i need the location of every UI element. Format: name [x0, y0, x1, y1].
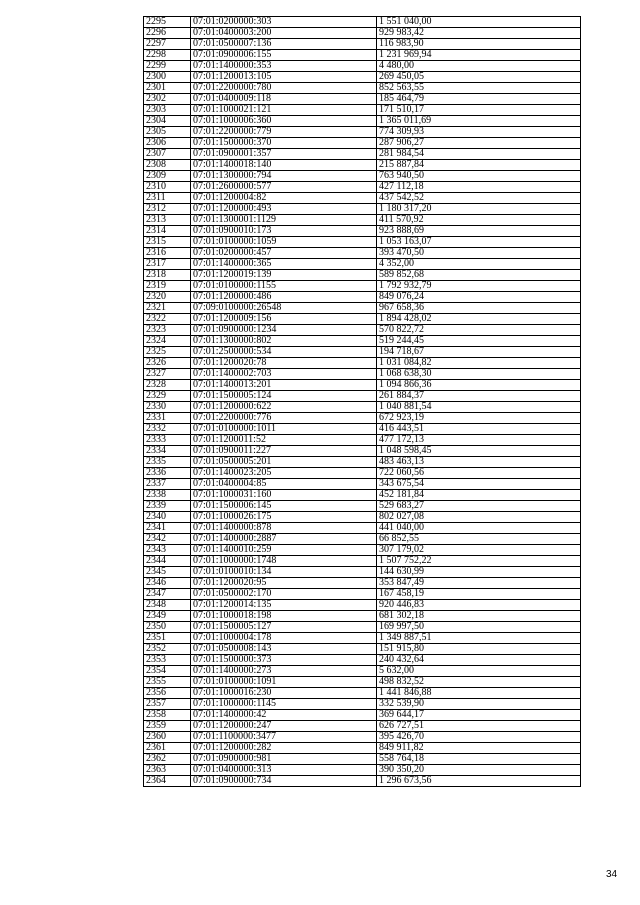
cadastral-value-cell: 1 894 428,02: [377, 314, 581, 325]
cadastral-value-cell: 395 426,70: [377, 732, 581, 743]
cadastral-value-cell: 411 570,92: [377, 215, 581, 226]
table-row: [144, 116, 581, 127]
cadastral-value-cell: 852 563,55: [377, 83, 581, 94]
cadastral-value-cell: 519 244,45: [377, 336, 581, 347]
table-row: [144, 424, 581, 435]
cadastral-number-cell: 07:01:2600000:577: [191, 182, 377, 193]
row-number-cell: 2305: [144, 127, 191, 138]
table-row: [144, 325, 581, 336]
table-row: [144, 28, 581, 39]
row-number-cell: 2299: [144, 61, 191, 72]
table-row: [144, 182, 581, 193]
table-row: [144, 171, 581, 182]
cadastral-number-cell: 07:01:0500002:170: [191, 589, 377, 600]
cadastral-value-cell: 1 068 638,30: [377, 369, 581, 380]
table-row: [144, 292, 581, 303]
cadastral-value-cell: 681 302,18: [377, 611, 581, 622]
cadastral-value-cell: 171 510,17: [377, 105, 581, 116]
row-number-cell: 2323: [144, 325, 191, 336]
table-row: [144, 369, 581, 380]
row-number-cell: 2347: [144, 589, 191, 600]
row-number-cell: 2351: [144, 633, 191, 644]
table-row: [144, 259, 581, 270]
row-number-cell: 2316: [144, 248, 191, 259]
row-number-cell: 2320: [144, 292, 191, 303]
table-row: [144, 589, 581, 600]
table-row: [144, 72, 581, 83]
row-number-cell: 2349: [144, 611, 191, 622]
cadastral-number-cell: 07:01:1400023:205: [191, 468, 377, 479]
table-row: [144, 160, 581, 171]
cadastral-number-cell: 07:01:1300001:1129: [191, 215, 377, 226]
cadastral-value-cell: 529 683,27: [377, 501, 581, 512]
cadastral-value-cell: 1 792 932,79: [377, 281, 581, 292]
row-number-cell: 2295: [144, 17, 191, 28]
table-body: [144, 17, 581, 787]
cadastral-number-cell: 07:01:1500000:373: [191, 655, 377, 666]
table-row: [144, 534, 581, 545]
row-number-cell: 2333: [144, 435, 191, 446]
cadastral-number-cell: 07:01:1100000:3477: [191, 732, 377, 743]
cadastral-number-cell: 07:01:0100000:1091: [191, 677, 377, 688]
row-number-cell: 2310: [144, 182, 191, 193]
cadastral-value-cell: 393 470,50: [377, 248, 581, 259]
row-number-cell: 2360: [144, 732, 191, 743]
cadastral-number-cell: 07:01:0200000:457: [191, 248, 377, 259]
table-row: [144, 336, 581, 347]
table-row: [144, 468, 581, 479]
row-number-cell: 2354: [144, 666, 191, 677]
table-row: [144, 17, 581, 28]
row-number-cell: 2328: [144, 380, 191, 391]
cadastral-value-cell: 1 094 866,36: [377, 380, 581, 391]
row-number-cell: 2361: [144, 743, 191, 754]
cadastral-value-cell: 849 911,82: [377, 743, 581, 754]
table-row: [144, 303, 581, 314]
cadastral-value-cell: 452 181,84: [377, 490, 581, 501]
row-number-cell: 2355: [144, 677, 191, 688]
page-number: 34: [606, 869, 618, 880]
cadastral-value-cell: 66 852,55: [377, 534, 581, 545]
cadastral-number-cell: 07:01:1000000:1145: [191, 699, 377, 710]
cadastral-number-cell: 07:01:1300000:794: [191, 171, 377, 182]
cadastral-number-cell: 07:01:1400010:259: [191, 545, 377, 556]
cadastral-number-cell: 07:01:0100000:1059: [191, 237, 377, 248]
cadastral-number-cell: 07:01:0900011:227: [191, 446, 377, 457]
table-row: [144, 39, 581, 50]
cadastral-value-cell: 427 112,18: [377, 182, 581, 193]
row-number-cell: 2340: [144, 512, 191, 523]
row-number-cell: 2303: [144, 105, 191, 116]
cadastral-number-cell: 07:01:2200000:779: [191, 127, 377, 138]
row-number-cell: 2329: [144, 391, 191, 402]
table-row: [144, 149, 581, 160]
cadastral-value-cell: 416 443,51: [377, 424, 581, 435]
row-number-cell: 2297: [144, 39, 191, 50]
cadastral-number-cell: 07:01:1200020:78: [191, 358, 377, 369]
cadastral-number-cell: 07:01:0200000:303: [191, 17, 377, 28]
cadastral-number-cell: 07:09:0100000:26548: [191, 303, 377, 314]
cadastral-value-cell: 1 048 598,45: [377, 446, 581, 457]
table-row: [144, 622, 581, 633]
table-row: [144, 413, 581, 424]
cadastral-value-cell: 240 432,64: [377, 655, 581, 666]
row-number-cell: 2342: [144, 534, 191, 545]
row-number-cell: 2306: [144, 138, 191, 149]
row-number-cell: 2302: [144, 94, 191, 105]
row-number-cell: 2344: [144, 556, 191, 567]
cadastral-value-cell: 4 352,00: [377, 259, 581, 270]
table-row: [144, 567, 581, 578]
row-number-cell: 2336: [144, 468, 191, 479]
row-number-cell: 2317: [144, 259, 191, 270]
cadastral-number-cell: 07:01:1000018:198: [191, 611, 377, 622]
table-row: [144, 644, 581, 655]
row-number-cell: 2341: [144, 523, 191, 534]
cadastral-value-cell: 929 983,42: [377, 28, 581, 39]
cadastral-value-cell: 1 180 317,20: [377, 204, 581, 215]
cadastral-number-cell: 07:01:1400000:273: [191, 666, 377, 677]
row-number-cell: 2353: [144, 655, 191, 666]
row-number-cell: 2334: [144, 446, 191, 457]
cadastral-value-cell: 441 040,00: [377, 523, 581, 534]
cadastral-number-cell: 07:01:0900000:981: [191, 754, 377, 765]
cadastral-number-cell: 07:01:1500005:124: [191, 391, 377, 402]
cadastral-number-cell: 07:01:1200000:622: [191, 402, 377, 413]
row-number-cell: 2322: [144, 314, 191, 325]
cadastral-number-cell: 07:01:1200000:493: [191, 204, 377, 215]
table-row: [144, 699, 581, 710]
row-number-cell: 2326: [144, 358, 191, 369]
cadastral-number-cell: 07:01:0100000:1155: [191, 281, 377, 292]
row-number-cell: 2363: [144, 765, 191, 776]
table-row: [144, 402, 581, 413]
cadastral-number-cell: 07:01:1200009:156: [191, 314, 377, 325]
row-number-cell: 2308: [144, 160, 191, 171]
cadastral-value-cell: 332 539,90: [377, 699, 581, 710]
row-number-cell: 2313: [144, 215, 191, 226]
table-row: [144, 237, 581, 248]
cadastral-value-cell: 1 053 163,07: [377, 237, 581, 248]
row-number-cell: 2346: [144, 578, 191, 589]
row-number-cell: 2319: [144, 281, 191, 292]
table-row: [144, 347, 581, 358]
table-row: [144, 754, 581, 765]
table-row: [144, 545, 581, 556]
row-number-cell: 2357: [144, 699, 191, 710]
cadastral-value-cell: 920 446,83: [377, 600, 581, 611]
cadastral-number-cell: 07:01:0900000:1234: [191, 325, 377, 336]
row-number-cell: 2314: [144, 226, 191, 237]
row-number-cell: 2352: [144, 644, 191, 655]
row-number-cell: 2338: [144, 490, 191, 501]
table-row: [144, 83, 581, 94]
table-row: [144, 611, 581, 622]
row-number-cell: 2327: [144, 369, 191, 380]
cadastral-number-cell: 07:01:1400000:878: [191, 523, 377, 534]
table-row: [144, 270, 581, 281]
cadastral-value-cell: 849 076,24: [377, 292, 581, 303]
row-number-cell: 2343: [144, 545, 191, 556]
table-row: [144, 94, 581, 105]
cadastral-number-cell: 07:01:0900001:357: [191, 149, 377, 160]
cadastral-value-cell: 144 630,99: [377, 567, 581, 578]
cadastral-number-cell: 07:01:1200000:282: [191, 743, 377, 754]
cadastral-number-cell: 07:01:1000004:178: [191, 633, 377, 644]
cadastral-number-cell: 07:01:1500006:145: [191, 501, 377, 512]
cadastral-value-cell: 343 675,54: [377, 479, 581, 490]
cadastral-number-cell: 07:01:1000031:160: [191, 490, 377, 501]
row-number-cell: 2350: [144, 622, 191, 633]
cadastral-number-cell: 07:01:1400002:703: [191, 369, 377, 380]
table-row: [144, 446, 581, 457]
cadastral-number-cell: 07:01:0400000:313: [191, 765, 377, 776]
cadastral-number-cell: 07:01:1400018:140: [191, 160, 377, 171]
cadastral-value-cell: 558 764,18: [377, 754, 581, 765]
row-number-cell: 2324: [144, 336, 191, 347]
cadastral-value-cell: 269 450,05: [377, 72, 581, 83]
row-number-cell: 2339: [144, 501, 191, 512]
row-number-cell: 2364: [144, 776, 191, 787]
cadastral-value-cell: 151 915,80: [377, 644, 581, 655]
table-row: [144, 688, 581, 699]
row-number-cell: 2296: [144, 28, 191, 39]
table-row: [144, 193, 581, 204]
table-row: [144, 358, 581, 369]
cadastral-value-cell: 1 231 969,94: [377, 50, 581, 61]
table-row: [144, 215, 581, 226]
table-row: [144, 391, 581, 402]
table-row: [144, 457, 581, 468]
row-number-cell: 2325: [144, 347, 191, 358]
table-row: [144, 204, 581, 215]
table-row: [144, 655, 581, 666]
cadastral-number-cell: 07:01:1200020:95: [191, 578, 377, 589]
row-number-cell: 2318: [144, 270, 191, 281]
row-number-cell: 2309: [144, 171, 191, 182]
table-row: [144, 501, 581, 512]
cadastral-number-cell: 07:01:1000000:1748: [191, 556, 377, 567]
row-number-cell: 2311: [144, 193, 191, 204]
cadastral-number-cell: 07:01:1400000:353: [191, 61, 377, 72]
cadastral-number-cell: 07:01:1400013:201: [191, 380, 377, 391]
row-number-cell: 2345: [144, 567, 191, 578]
cadastral-value-cell: 1 296 673,56: [377, 776, 581, 787]
cadastral-value-cell: 626 727,51: [377, 721, 581, 732]
table-row: [144, 61, 581, 72]
table-row: [144, 633, 581, 644]
table-row: [144, 380, 581, 391]
table-row: [144, 743, 581, 754]
cadastral-number-cell: 07:01:1300000:802: [191, 336, 377, 347]
row-number-cell: 2359: [144, 721, 191, 732]
table-row: [144, 523, 581, 534]
table-row: [144, 50, 581, 61]
cadastral-number-cell: 07:01:1200000:247: [191, 721, 377, 732]
cadastral-value-cell: 1 040 881,54: [377, 402, 581, 413]
cadastral-number-cell: 07:01:0900010:173: [191, 226, 377, 237]
table-row: [144, 556, 581, 567]
cadastral-number-cell: 07:01:1200004:82: [191, 193, 377, 204]
cadastral-value-cell: 1 441 846,88: [377, 688, 581, 699]
cadastral-number-cell: 07:01:0400004:85: [191, 479, 377, 490]
cadastral-value-cell: 281 984,54: [377, 149, 581, 160]
row-number-cell: 2301: [144, 83, 191, 94]
row-number-cell: 2362: [144, 754, 191, 765]
cadastral-number-cell: 07:01:1000021:121: [191, 105, 377, 116]
cadastral-value-cell: 1 349 887,51: [377, 633, 581, 644]
cadastral-value-cell: 477 172,13: [377, 435, 581, 446]
table-row: [144, 710, 581, 721]
cadastral-number-cell: 07:01:1200011:52: [191, 435, 377, 446]
table-row: [144, 765, 581, 776]
table-row: [144, 721, 581, 732]
row-number-cell: 2337: [144, 479, 191, 490]
row-number-cell: 2332: [144, 424, 191, 435]
cadastral-value-cell: 589 852,68: [377, 270, 581, 281]
cadastral-value-cell: 672 923,19: [377, 413, 581, 424]
cadastral-number-cell: 07:01:1200000:486: [191, 292, 377, 303]
cadastral-value-cell: 802 027,08: [377, 512, 581, 523]
row-number-cell: 2300: [144, 72, 191, 83]
cadastral-number-cell: 07:01:0100000:1011: [191, 424, 377, 435]
table-row: [144, 248, 581, 259]
cadastral-value-cell: 483 463,13: [377, 457, 581, 468]
cadastral-number-cell: 07:01:1400000:42: [191, 710, 377, 721]
cadastral-value-table: [143, 16, 581, 787]
cadastral-value-cell: 116 983,90: [377, 39, 581, 50]
cadastral-number-cell: 07:01:0500007:136: [191, 39, 377, 50]
cadastral-number-cell: 07:01:2500000:534: [191, 347, 377, 358]
cadastral-number-cell: 07:01:0500005:201: [191, 457, 377, 468]
row-number-cell: 2335: [144, 457, 191, 468]
cadastral-number-cell: 07:01:1400000:365: [191, 259, 377, 270]
row-number-cell: 2315: [144, 237, 191, 248]
cadastral-value-cell: 261 884,37: [377, 391, 581, 402]
cadastral-number-cell: 07:01:1500000:370: [191, 138, 377, 149]
table-row: [144, 512, 581, 523]
cadastral-value-cell: 1 551 040,00: [377, 17, 581, 28]
cadastral-number-cell: 07:01:1500005:127: [191, 622, 377, 633]
cadastral-value-cell: 369 644,17: [377, 710, 581, 721]
cadastral-value-cell: 1 507 752,22: [377, 556, 581, 567]
table-row: [144, 479, 581, 490]
cadastral-number-cell: 07:01:0100010:134: [191, 567, 377, 578]
cadastral-value-cell: 307 179,02: [377, 545, 581, 556]
row-number-cell: 2330: [144, 402, 191, 413]
cadastral-number-cell: 07:01:1200014:135: [191, 600, 377, 611]
cadastral-value-cell: 1 365 011,69: [377, 116, 581, 127]
table-row: [144, 226, 581, 237]
cadastral-value-cell: 167 458,19: [377, 589, 581, 600]
row-number-cell: 2298: [144, 50, 191, 61]
cadastral-number-cell: 07:01:1000016:230: [191, 688, 377, 699]
cadastral-value-cell: 353 847,49: [377, 578, 581, 589]
cadastral-value-cell: 923 888,69: [377, 226, 581, 237]
cadastral-value-cell: 215 887,84: [377, 160, 581, 171]
row-number-cell: 2356: [144, 688, 191, 699]
table-row: [144, 138, 581, 149]
cadastral-value-cell: 498 832,52: [377, 677, 581, 688]
cadastral-value-cell: 1 031 084,82: [377, 358, 581, 369]
cadastral-number-cell: 07:01:1200019:139: [191, 270, 377, 281]
row-number-cell: 2358: [144, 710, 191, 721]
cadastral-number-cell: 07:01:1400000:2887: [191, 534, 377, 545]
table-row: [144, 776, 581, 787]
cadastral-value-cell: 287 906,27: [377, 138, 581, 149]
row-number-cell: 2307: [144, 149, 191, 160]
table-row: [144, 600, 581, 611]
table-row: [144, 105, 581, 116]
cadastral-value-cell: 169 997,50: [377, 622, 581, 633]
row-number-cell: 2348: [144, 600, 191, 611]
cadastral-value-cell: 185 464,79: [377, 94, 581, 105]
row-number-cell: 2312: [144, 204, 191, 215]
table-row: [144, 732, 581, 743]
cadastral-value-cell: 4 480,00: [377, 61, 581, 72]
cadastral-value-cell: 437 542,52: [377, 193, 581, 204]
cadastral-value-cell: 390 350,20: [377, 765, 581, 776]
table-row: [144, 677, 581, 688]
cadastral-number-cell: 07:01:0400003:200: [191, 28, 377, 39]
row-number-cell: 2331: [144, 413, 191, 424]
table-row: [144, 281, 581, 292]
cadastral-number-cell: 07:01:0400009:118: [191, 94, 377, 105]
cadastral-number-cell: 07:01:1000026:175: [191, 512, 377, 523]
cadastral-number-cell: 07:01:1200013:105: [191, 72, 377, 83]
cadastral-number-cell: 07:01:1000006:360: [191, 116, 377, 127]
row-number-cell: 2321: [144, 303, 191, 314]
table-row: [144, 666, 581, 677]
cadastral-number-cell: 07:01:0900000:734: [191, 776, 377, 787]
cadastral-number-cell: 07:01:0500008:143: [191, 644, 377, 655]
cadastral-number-cell: 07:01:2200000:780: [191, 83, 377, 94]
cadastral-value-cell: 570 822,72: [377, 325, 581, 336]
table-row: [144, 578, 581, 589]
table-row: [144, 490, 581, 501]
cadastral-value-cell: 763 940,50: [377, 171, 581, 182]
cadastral-number-cell: 07:01:2200000:776: [191, 413, 377, 424]
row-number-cell: 2304: [144, 116, 191, 127]
cadastral-number-cell: 07:01:0900006:155: [191, 50, 377, 61]
cadastral-value-cell: 774 309,93: [377, 127, 581, 138]
table-row: [144, 127, 581, 138]
table-row: [144, 314, 581, 325]
cadastral-value-cell: 967 658,36: [377, 303, 581, 314]
cadastral-value-cell: 722 060,56: [377, 468, 581, 479]
cadastral-value-cell: 5 632,00: [377, 666, 581, 677]
cadastral-value-cell: 194 718,67: [377, 347, 581, 358]
table-row: [144, 435, 581, 446]
